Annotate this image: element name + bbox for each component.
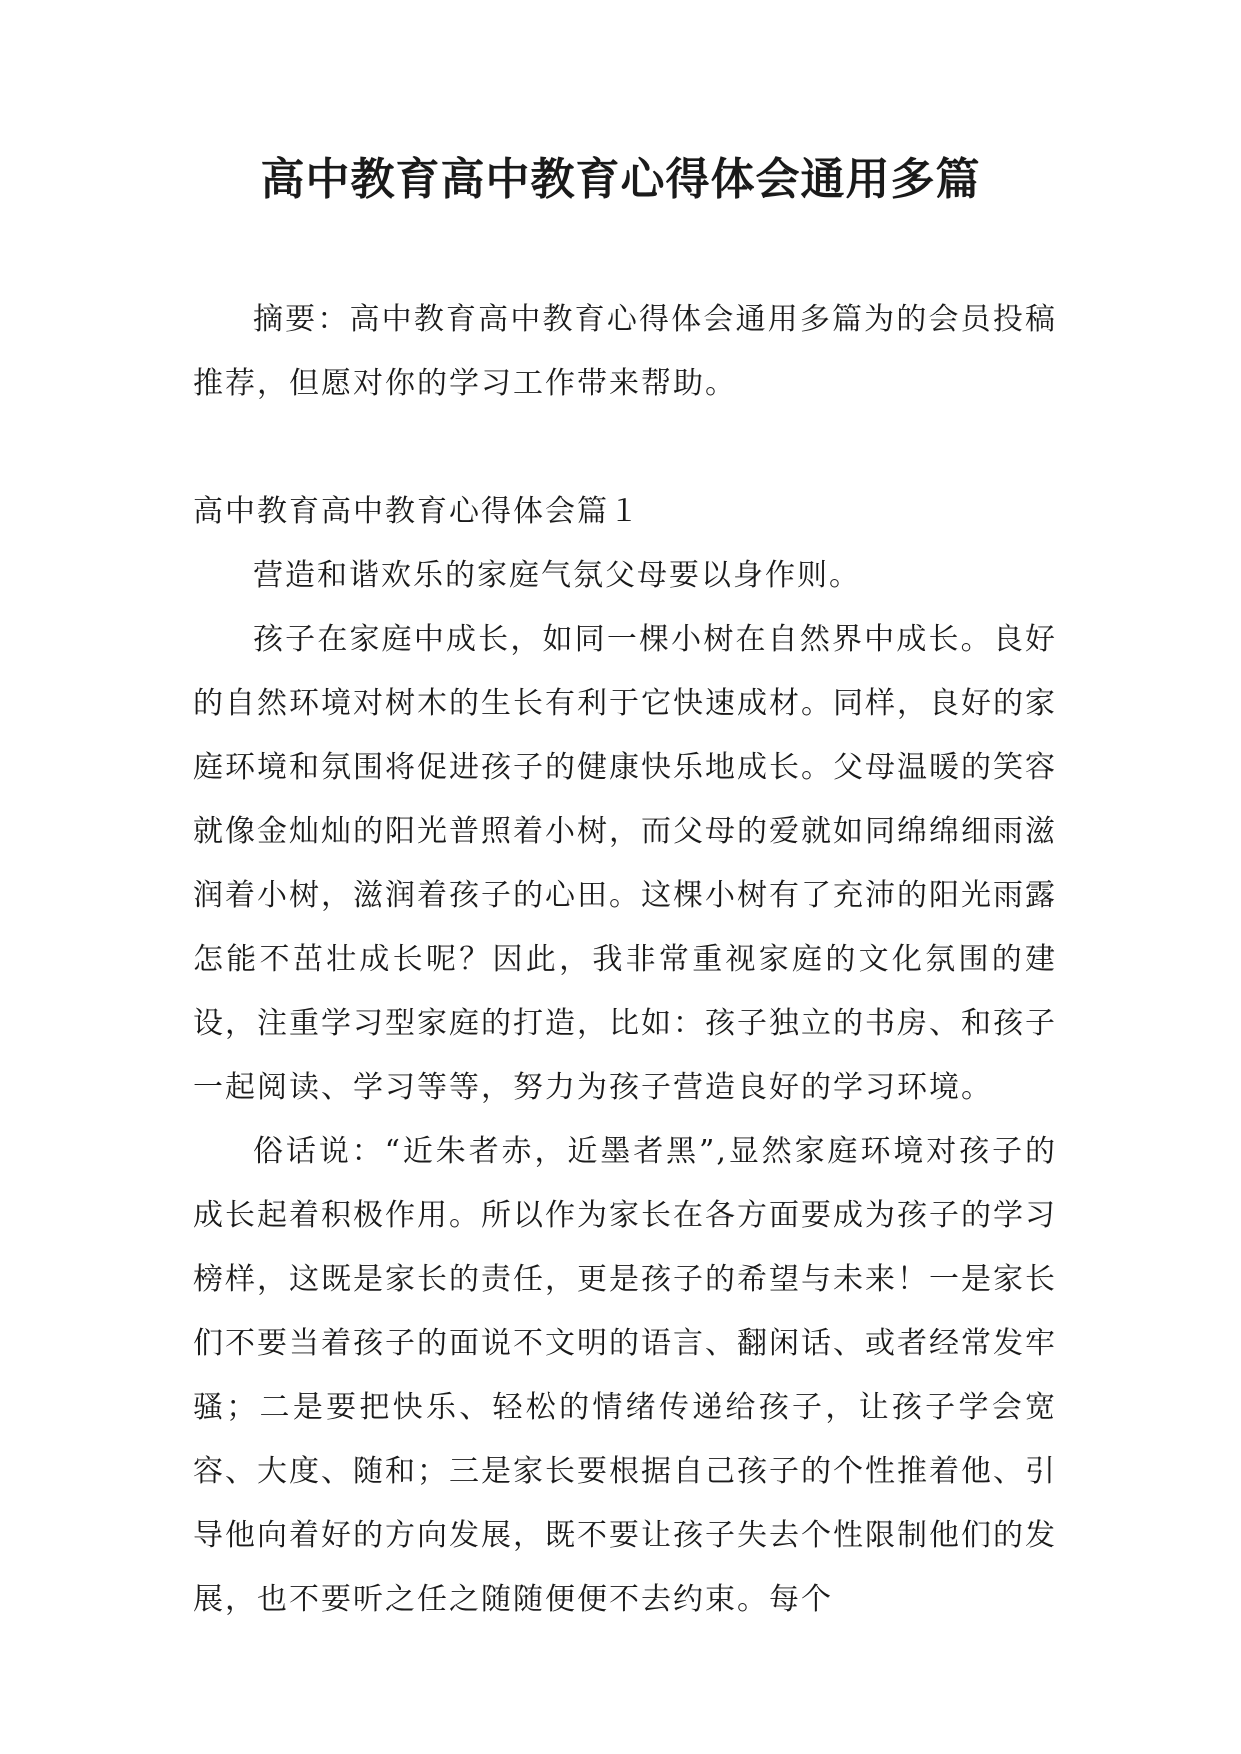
document-body [193,288,1057,1632]
abstract-paragraph: 摘要：高中教育高中教育心得体会通用多篇为的会员投稿推荐，但愿对你的学习工作带来帮助。 [193,302,1057,401]
body-paragraph-2: 孩子在家庭中成长，如同一棵小树在自然界中成长。良好的自然环境对树木的生长有利于它快速成材。同样，良好的家庭环境和氛围将促进孩子的健康快乐地成长。父母温暖的笑容就像金灿灿的阳光普照着小树，而父母的爱就如同绵绵细雨滋润着小树，滋润着孩子的心田。这棵小树有了充沛的阳光雨露怎能不茁壮成长呢？因此，我非常重视家庭的文化氛围的建设，注重学习型家庭的打造，比如：孩子独立的书房、和孩子一起阅读、学习等等，努力为孩子营造良好的学习环境。 [193,622,1057,1105]
body-paragraph-1: 营造和谐欢乐的家庭气氛父母要以身作则。 [253,558,861,593]
document-title: 高中教育高中教育心得体会通用多篇 [260,154,981,205]
section-heading: 高中教育高中教育心得体会篇１ [193,494,641,529]
body-paragraph-3: 俗话说：“近朱者赤，近墨者黑”,显然家庭环境对孩子的成长起着积极作用。所以作为家长在各方面要成为孩子的学习榜样，这既是家长的责任，更是孩子的希望与未来！一是家长们不要当着孩子的面说不文明的语言、翻闲话、或者经常发牢骚；二是要把快乐、轻松的情绪传递给孩子，让孩子学会宽容、大度、随和；三是家长要根据自己孩子的个性推着他、引导他向着好的方向发展，既不要让孩子失去个性限制他们的发展，也不要听之任之随随便便不去约束。每个 [193,1134,1057,1617]
